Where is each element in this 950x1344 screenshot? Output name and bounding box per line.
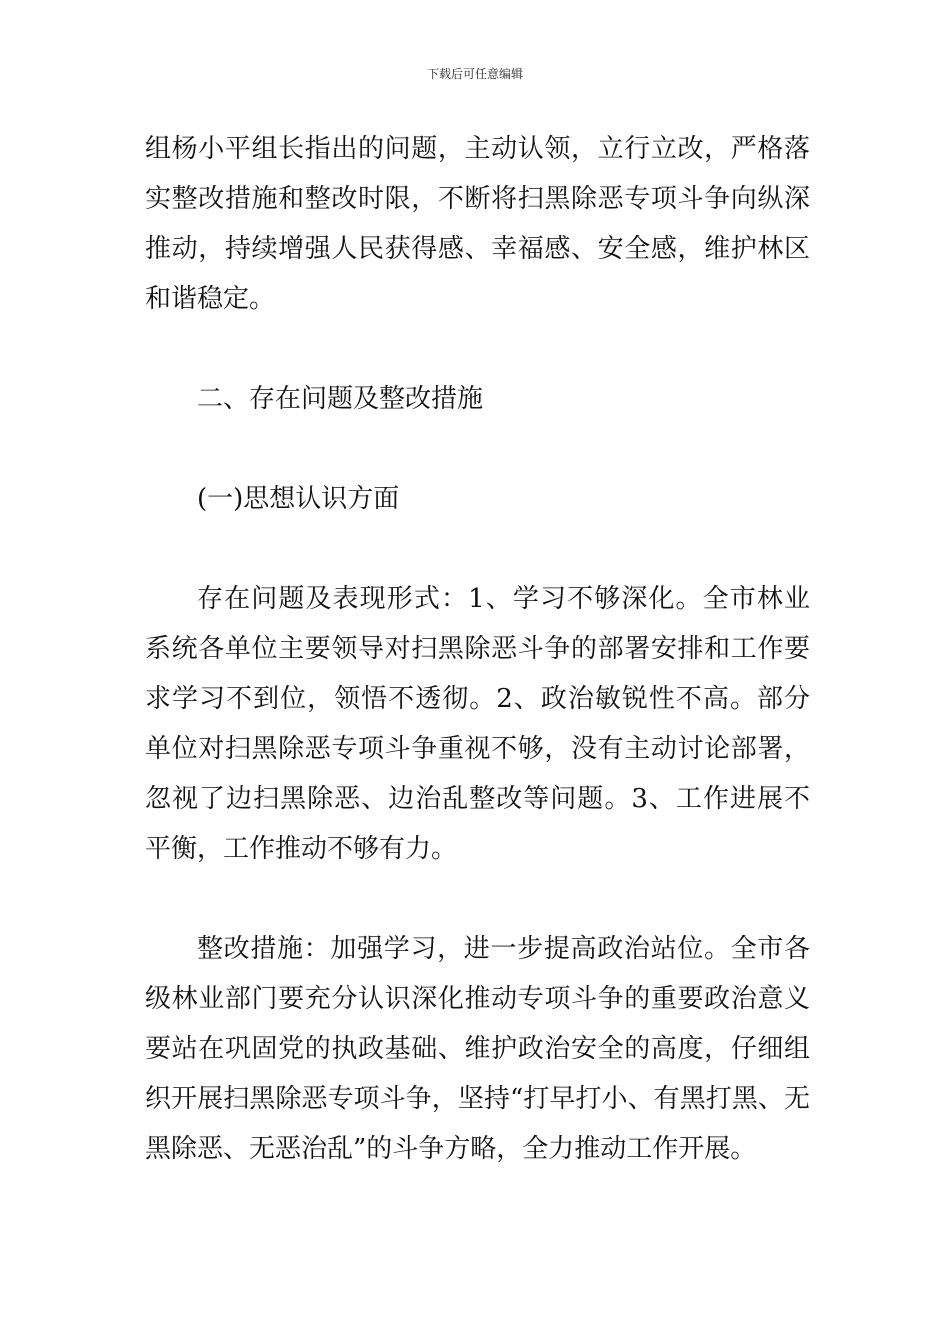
paragraph-problems: 存在问题及表现形式：1、学习不够深化。全市林业系统各单位主要领导对扫黑除恶斗争的部署安排和工作要求学习不到位，领悟不透彻。2、政治敏锐性不高。部分单位对扫黑除恶专项斗争重视不够，没有主动讨论部署，忽视了边扫黑除恶、边治乱整改等问题。3、工作进展不平衡，工作推动不够有力。: [145, 584, 810, 864]
paragraph-continuation: 组杨小平组长指出的问题，主动认领，立行立改，严格落实整改措施和整改时限，不断将扫黑除恶专项斗争向纵深推动，持续增强人民获得感、幸福感、安全感，维护林区和谐稳定。: [145, 134, 810, 314]
paragraph-measures: 整改措施：加强学习，进一步提高政治站位。全市各级林业部门要充分认识深化推动专项斗争的重要政治意义要站在巩固党的执政基础、维护政治安全的高度，仔细组织开展扫黑除恶专项斗争，坚持“打早打小、有黑打黑、无黑除恶、无恶治乱”的斗争方略，全力推动工作开展。: [145, 934, 810, 1164]
page-header-note: 下载后可任意编辑: [426, 67, 523, 81]
document-body: [145, 124, 810, 1174]
section-heading: 二、存在问题及整改措施: [197, 384, 484, 414]
subsection-heading: (一)思想认识方面: [197, 484, 400, 514]
